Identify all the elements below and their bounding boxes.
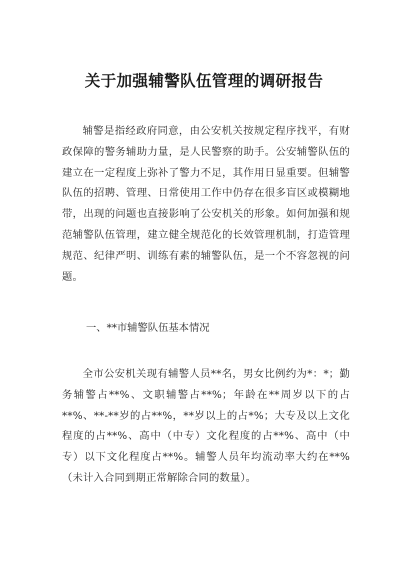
section-heading: 一、**市辅警队伍基本情况: [86, 322, 210, 334]
section-body-paragraph: 全市公安机关现有辅警人员**名，男女比例约为*：*；勤务辅警占**%、文职辅警占**%；年龄在**周岁以下的占**%、**-**岁的占**%，**岁以上的占*%；大专及以上文化程度的占**%、高中（中专）文化程度的占**%、高中（中专）以下文化程度占**%。辅警人员年均流动率大约在**%（未计入合同到期正常解除合同的数量）。: [62, 368, 350, 484]
document-title: 关于加强辅警队伍管理的调研报告: [84, 72, 324, 90]
intro-paragraph: 辅警是指经政府同意，由公安机关按规定程序找平，有财政保障的警务辅助力量，是人民警察的助手。公安辅警队伍的建立在一定程度上弥补了警力不足，其作用日显重要。但辅警队伍的招聘、管理、日常使用工作中仍存在很多盲区或模糊地带，出现的问题也直接影响了公安机关的形象。如何加强和规范辅警队伍管理，建立健全规范化的长效管理机制，打造管理规范、纪律严明、训练有素的辅警队伍，是一个不容忽视的问题。: [62, 125, 350, 283]
